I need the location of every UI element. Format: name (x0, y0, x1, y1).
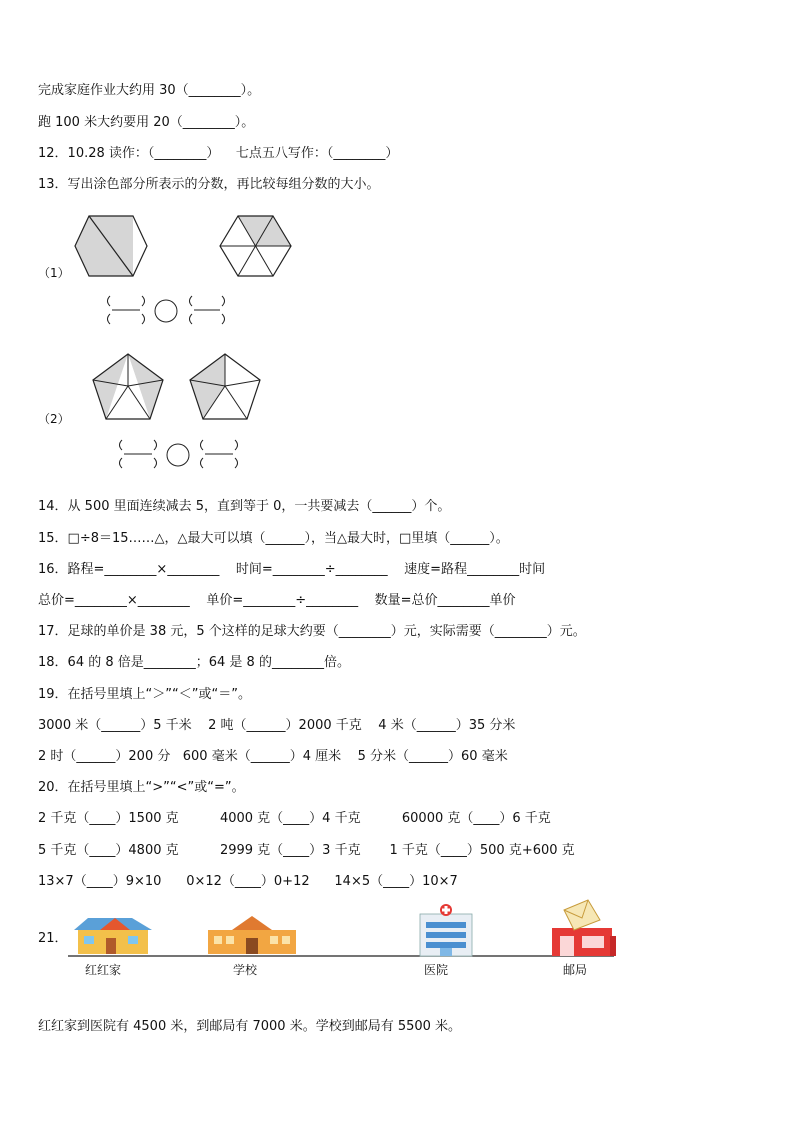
hexagon-a (75, 216, 147, 276)
q13-part2-compare (120, 440, 238, 468)
place-label-hospital: 医院 (424, 963, 449, 977)
q11-line-run: 跑 100 米大约要用 20（________）。 (38, 115, 255, 130)
q13-part1-label: （1） (38, 266, 70, 280)
q16-line2: 总价=________×________ 单价=________÷________ 数量=总价________单价 (38, 593, 516, 608)
q13-part1-compare (108, 296, 225, 324)
post-office-icon (552, 900, 616, 956)
q20-title: 20．在括号里填上“>”“<”或“=”。 (38, 780, 245, 795)
q13-title: 13．写出涂色部分所表示的分数，再比较每组分数的大小。 (38, 177, 380, 192)
hexagon-b (220, 216, 291, 276)
q19-row2: 2 时（______）200 分 600 毫米（______）4 厘米 5 分米（______）60 毫米 (38, 749, 508, 764)
q13-part2-label: （2） (38, 412, 70, 426)
pentagon-a (93, 354, 163, 419)
q15-text: 15．□÷8＝15……△，△最大可以填（______），当△最大时，□里填（______）。 (38, 531, 509, 546)
house-icon (74, 918, 152, 954)
q11-line-homework: 完成家庭作业大约用 30（________）。 (38, 83, 261, 98)
school-icon (208, 916, 296, 954)
q16-line1: 16．路程=________×________ 时间=________÷________ 速度=路程________时间 (38, 562, 546, 577)
pentagon-b (190, 354, 260, 419)
q19-title: 19．在括号里填上“＞”“＜”或“＝”。 (38, 687, 251, 702)
q21-number: 21． (38, 931, 68, 946)
place-label-post-office: 邮局 (563, 963, 588, 977)
q20-row3: 13×7（____）9×10 0×12（____）0+12 14×5（____）10×7 (38, 874, 458, 889)
q21-text: 红红家到医院有 4500 米，到邮局有 7000 米。学校到邮局有 5500 米。 (38, 1019, 462, 1034)
q14-text: 14．从 500 里面连续减去 5，直到等于 0，一共要减去（______）个。 (38, 499, 451, 514)
place-label-home: 红红家 (85, 963, 122, 977)
place-label-school: 学校 (233, 963, 258, 977)
q12-text: 12．10.28 读作：（________） 七点五八写作：（________） (38, 146, 399, 161)
q18-text: 18．64 的 8 倍是________；64 是 8 的________倍。 (38, 655, 350, 670)
q17-text: 17．足球的单价是 38 元，5 个这样的足球大约要（________）元，实际需要（________）元。 (38, 624, 586, 639)
q19-row1: 3000 米（______）5 千米 2 吨（______）2000 千克 4 米（______）35 分米 (38, 718, 516, 733)
q20-row2: 5 千克（____）4800 克 2999 克（____）3 千克 1 千克（____）500 克+600 克 (38, 843, 575, 858)
q20-row1: 2 千克（____）1500 克 4000 克（____）4 千克 60000 克（____）6 千克 (38, 811, 551, 826)
hospital-icon (420, 904, 472, 956)
